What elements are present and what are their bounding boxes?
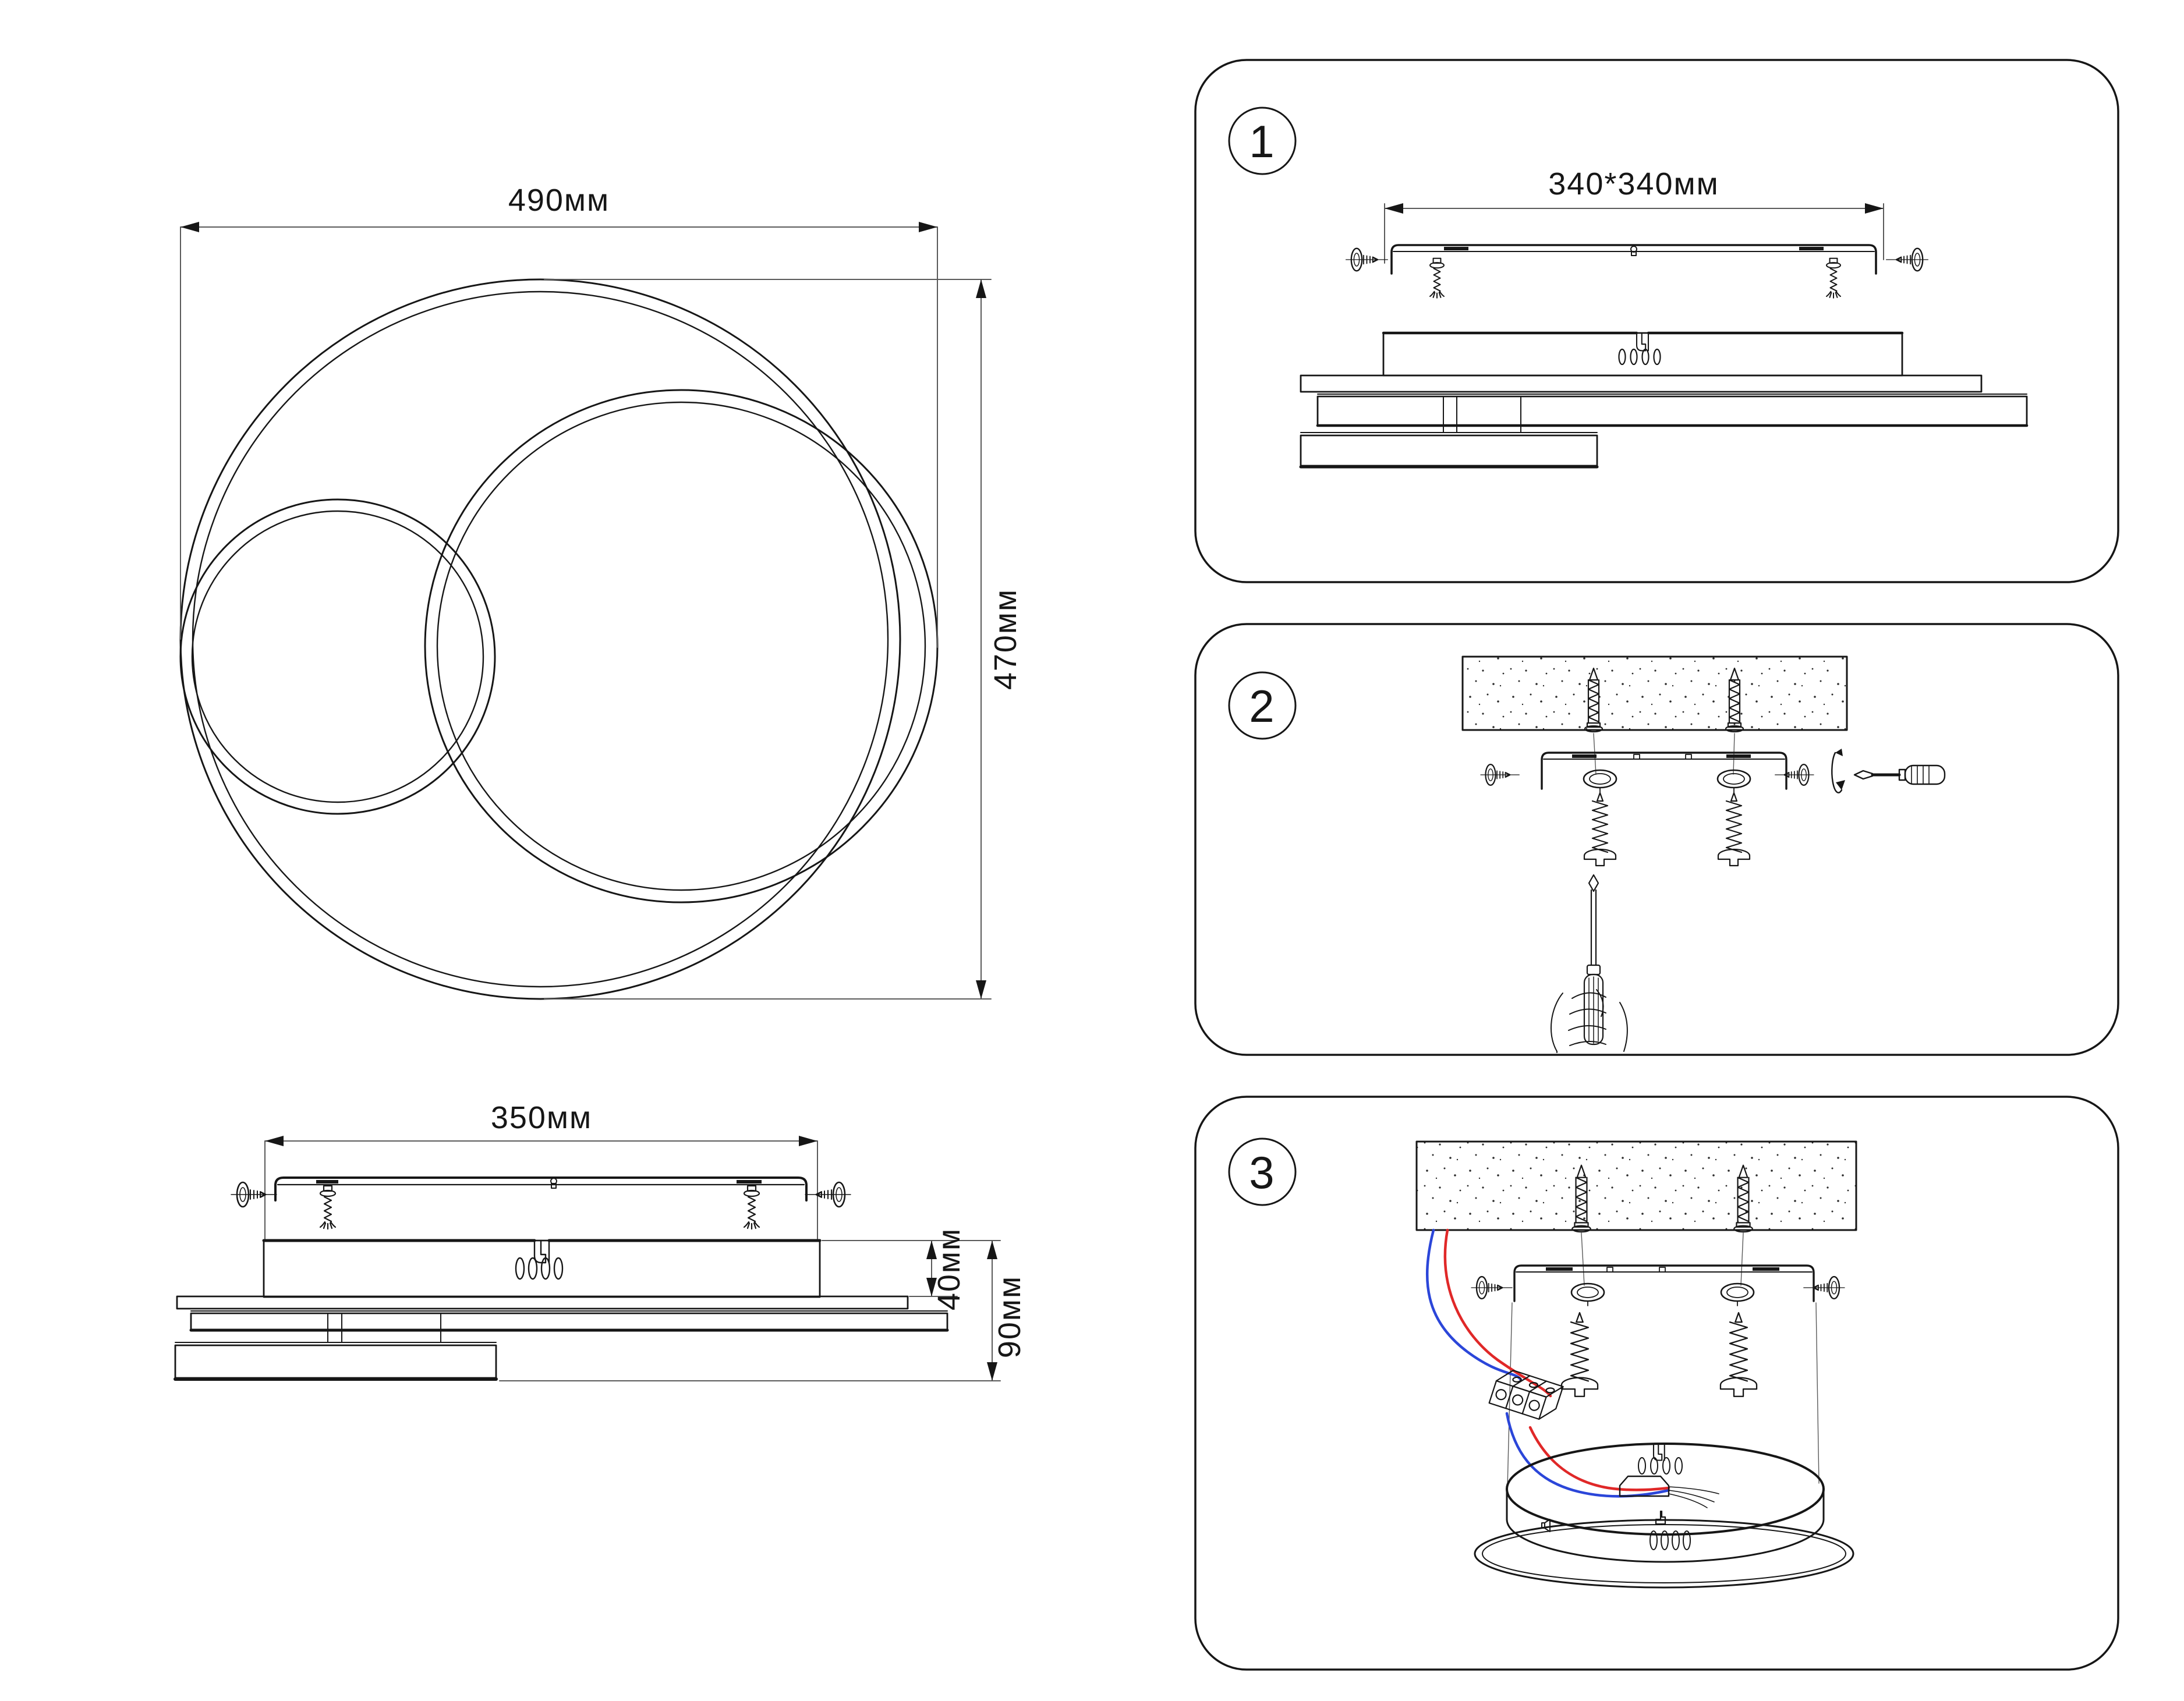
bracket-size-label: 340*340мм xyxy=(1548,166,1719,201)
ceiling-surface xyxy=(1417,1142,1856,1230)
ceiling-surface xyxy=(1463,657,1847,730)
top-view-width-label: 490мм xyxy=(508,183,610,218)
side-view-width-label: 350мм xyxy=(490,1100,593,1135)
top-view-height-label: 470мм xyxy=(988,588,1023,690)
step-number: 3 xyxy=(1249,1147,1276,1198)
step-number: 1 xyxy=(1249,116,1276,167)
side-view-total-height-label: 90мм xyxy=(992,1275,1027,1359)
side-view-body-height-label: 40мм xyxy=(932,1227,967,1311)
step-number: 2 xyxy=(1249,681,1276,732)
